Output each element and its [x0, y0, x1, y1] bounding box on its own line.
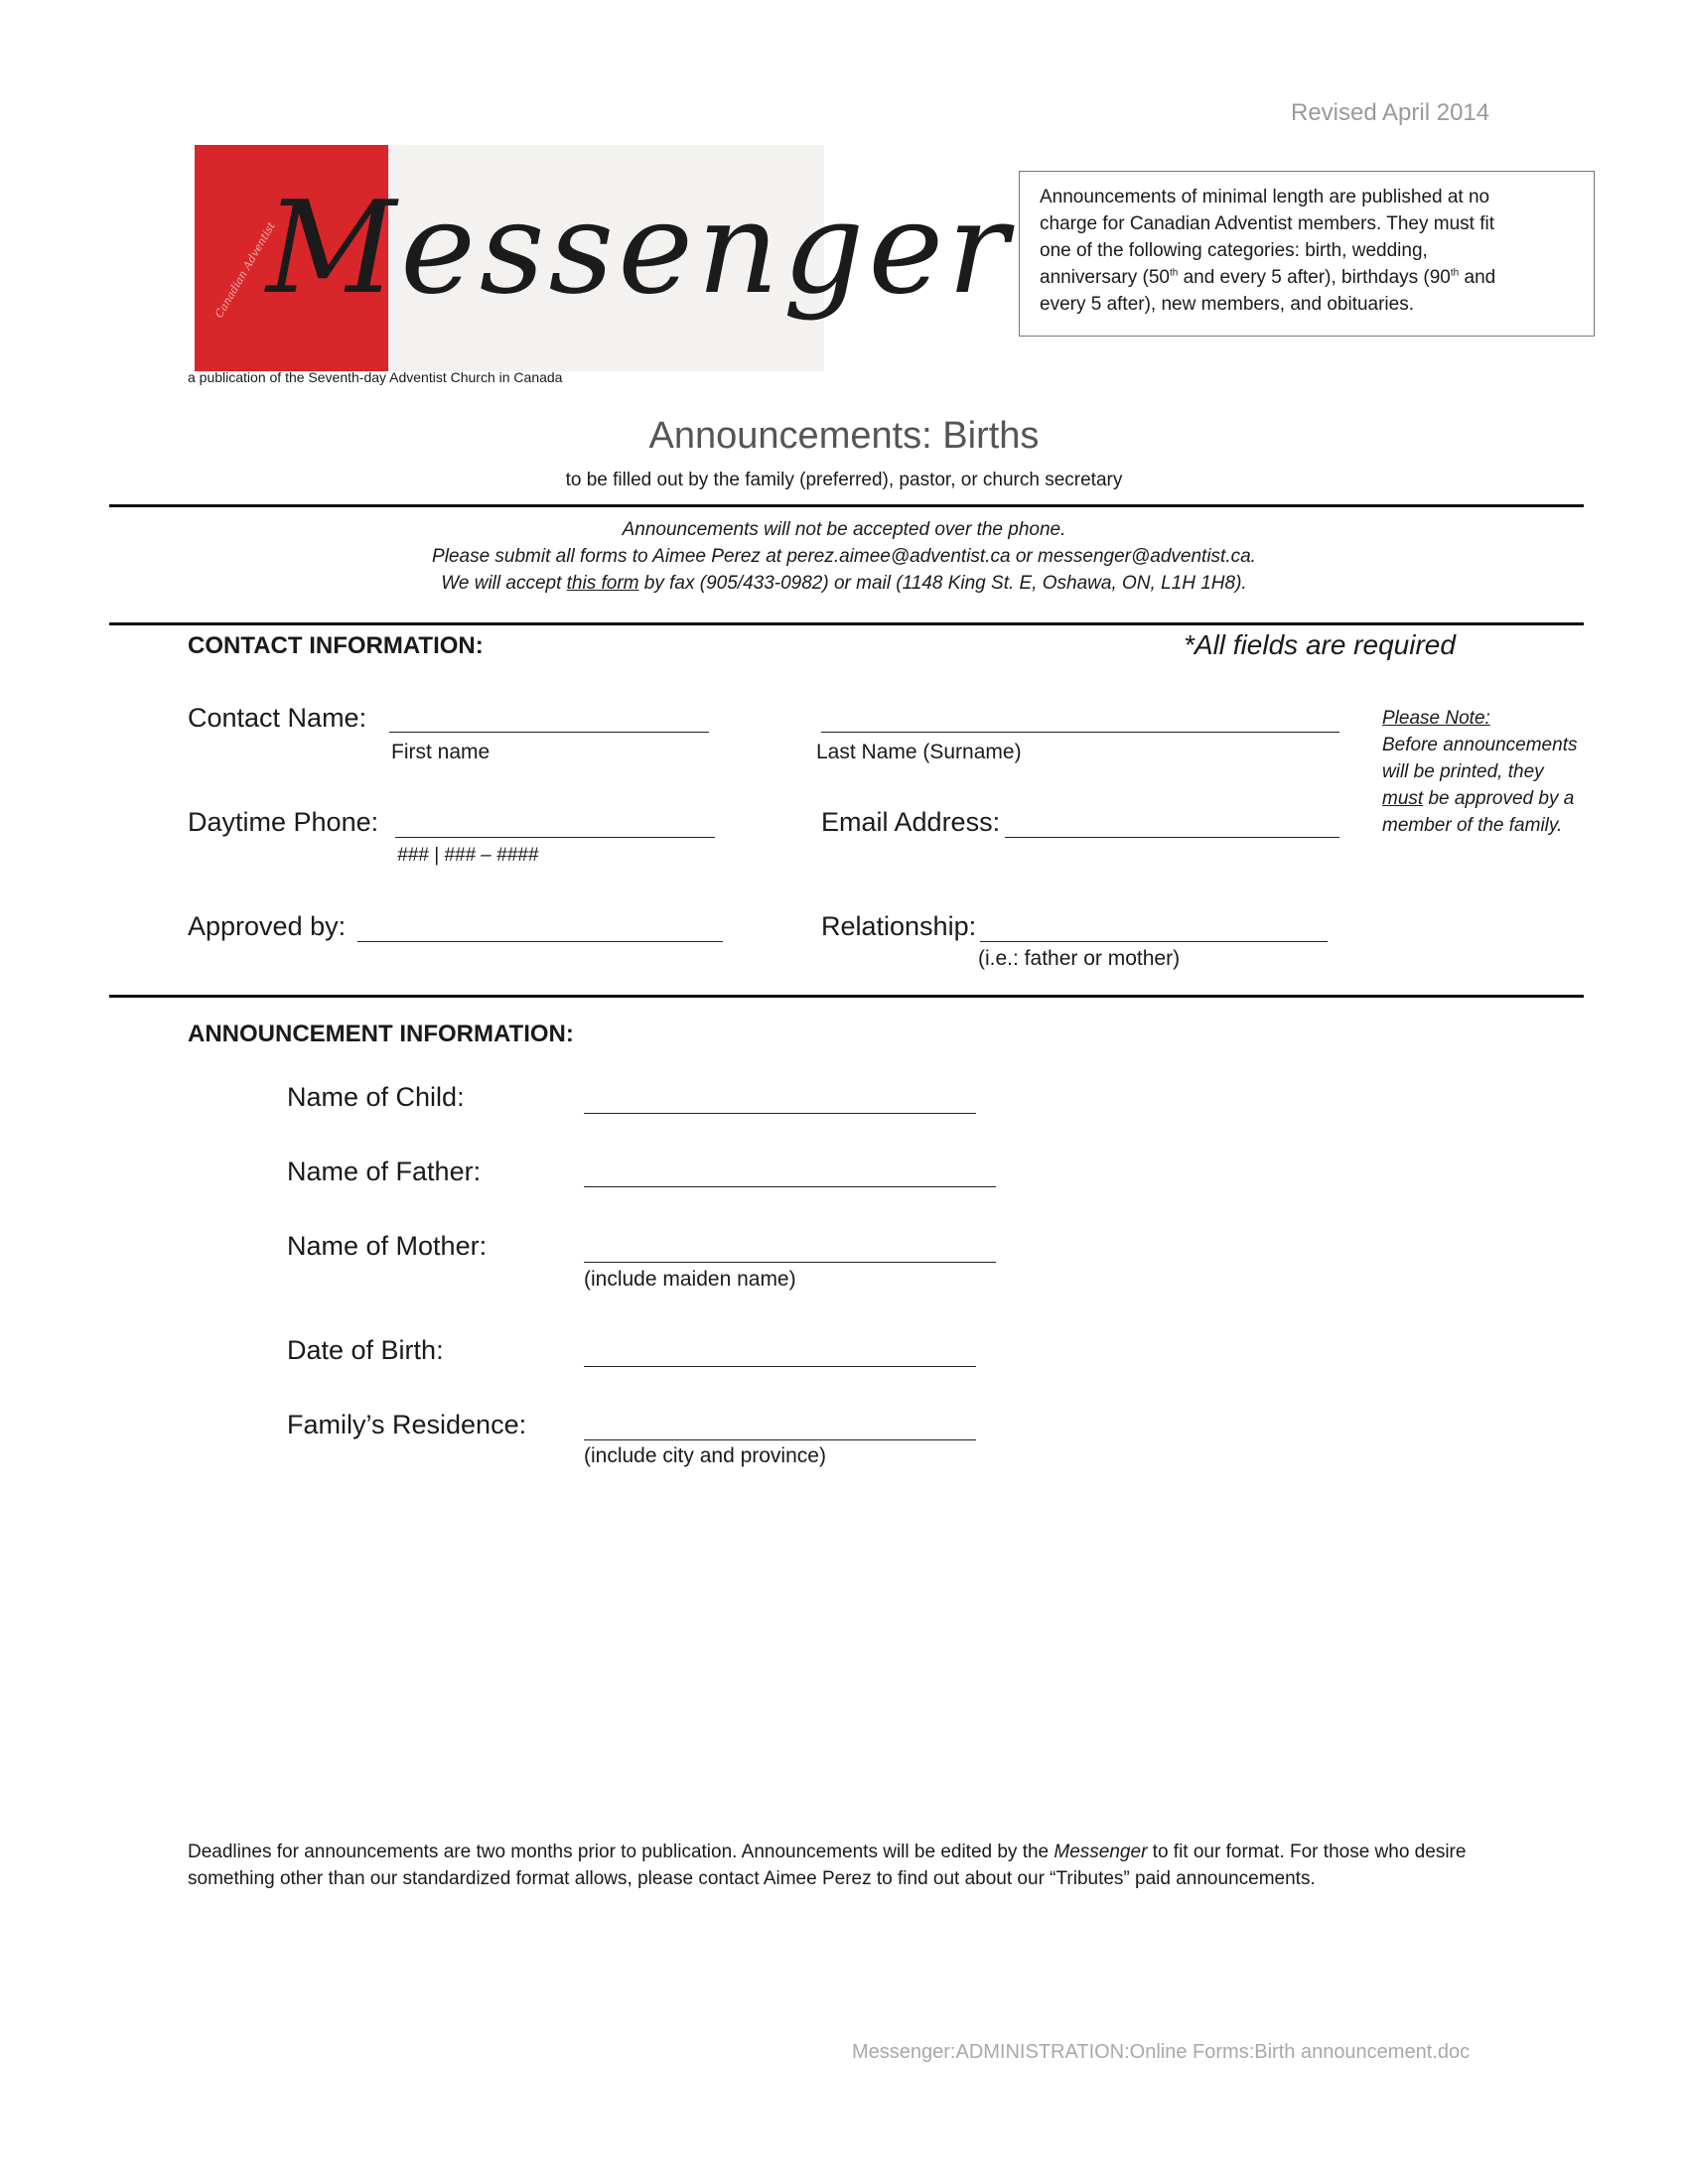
- father-name-label: Name of Father:: [287, 1157, 482, 1186]
- last-name-hint: Last Name (Surname): [816, 741, 1022, 763]
- father-name-field[interactable]: [584, 1186, 996, 1187]
- relationship-field[interactable]: [980, 941, 1328, 942]
- child-name-field[interactable]: [584, 1113, 976, 1114]
- residence-field[interactable]: [584, 1439, 976, 1440]
- contact-name-label: Contact Name:: [188, 703, 367, 733]
- logo-wordmark: Messenger: [266, 175, 1013, 323]
- note-line: must be approved by a: [1382, 788, 1575, 809]
- dob-label: Date of Birth:: [287, 1335, 444, 1365]
- note-line: will be printed, they: [1382, 761, 1544, 782]
- revised-date: Revised April 2014: [1291, 99, 1490, 126]
- logo-vertical-text: Canadian Adventist: [212, 219, 278, 321]
- phone-label: Daytime Phone:: [188, 807, 379, 837]
- residence-label: Family’s Residence:: [287, 1410, 527, 1439]
- residence-hint: (include city and province): [584, 1444, 826, 1467]
- relationship-hint: (i.e.: father or mother): [978, 947, 1181, 970]
- notice-line: Announcements will not be accepted over the phone.: [622, 519, 1066, 540]
- page-subtitle: to be filled out by the family (preferred), pastor, or church secretary: [565, 470, 1123, 490]
- notice-line: Please submit all forms to Aimee Perez at perez.aimee@adventist.ca or messenger@adventist.ca.: [432, 546, 1256, 567]
- notice-line: We will accept this form by fax (905/433-0982) or mail (1148 King St. E, Oshawa, ON, L1H 1H8).: [441, 573, 1247, 594]
- note-title: Please Note:: [1382, 708, 1490, 729]
- last-name-field[interactable]: [821, 732, 1339, 733]
- child-name-label: Name of Child:: [287, 1082, 465, 1112]
- info-box: [1019, 171, 1595, 337]
- contact-heading: CONTACT INFORMATION:: [188, 632, 484, 659]
- dob-field[interactable]: [584, 1366, 976, 1367]
- note-line: member of the family.: [1382, 815, 1563, 836]
- document-path: Messenger:ADMINISTRATION:Online Forms:Birth announcement.doc: [852, 2041, 1471, 2063]
- approved-by-label: Approved by:: [188, 911, 347, 941]
- mother-name-field[interactable]: [584, 1262, 996, 1263]
- divider: [109, 504, 1584, 507]
- mother-name-hint: (include maiden name): [584, 1268, 796, 1291]
- info-line: charge for Canadian Adventist members. They must fit: [1040, 213, 1494, 234]
- required-notice: *All fields are required: [1184, 629, 1456, 660]
- approved-by-field[interactable]: [357, 941, 723, 942]
- relationship-label: Relationship:: [821, 911, 977, 941]
- info-line: every 5 after), new members, and obituaries.: [1040, 294, 1415, 315]
- first-name-field[interactable]: [389, 732, 709, 733]
- divider: [109, 622, 1584, 625]
- first-name-hint: First name: [391, 741, 491, 763]
- page-title: Announcements: Births: [648, 415, 1040, 457]
- phone-format-hint: ### | ### – ####: [397, 845, 539, 866]
- messenger-logo: [195, 145, 1013, 371]
- announcement-heading: ANNOUNCEMENT INFORMATION:: [188, 1021, 574, 1047]
- info-line: anniversary (50th and every 5 after), birthdays (90th and: [1040, 267, 1496, 288]
- email-field[interactable]: [1005, 837, 1339, 838]
- divider: [109, 995, 1584, 998]
- mother-name-label: Name of Mother:: [287, 1231, 488, 1261]
- info-line: one of the following categories: birth, wedding,: [1040, 240, 1428, 261]
- info-line: Announcements of minimal length are published at no: [1040, 187, 1490, 207]
- email-label: Email Address:: [821, 807, 1001, 837]
- please-note: [1382, 705, 1577, 839]
- footer-note: Deadlines for announcements are two months prior to publication. Announcements will be edited by the Messenger to fit our format. For those who desire something other than our standardized format allows, please contact Aimee Perez to find out about our “Tributes” paid announcements.: [188, 1842, 1467, 1889]
- phone-field[interactable]: [395, 837, 715, 838]
- note-line: Before announcements: [1382, 735, 1578, 755]
- publication-tagline: a publication of the Seventh-day Adventist Church in Canada: [188, 369, 563, 385]
